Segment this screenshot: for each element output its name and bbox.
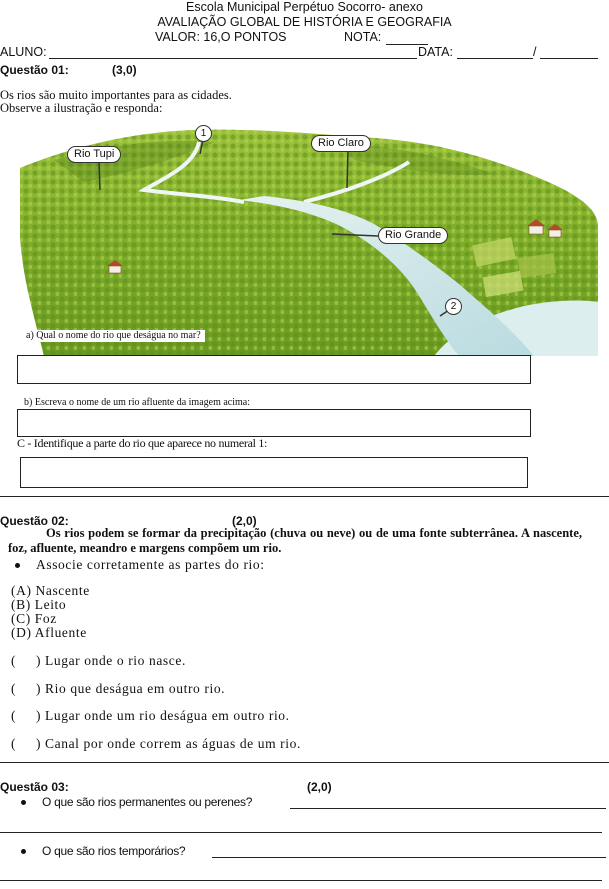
bullet-icon — [21, 849, 26, 854]
question-3-answer-line-1[interactable] — [290, 808, 606, 809]
question-1-title: Questão 01: — [0, 63, 69, 77]
association-item-3[interactable]: ( ) Lugar onde um rio deságua em outro rio. — [11, 708, 290, 723]
question-2-points: (2,0) — [232, 514, 257, 528]
option-d: (D) Afluente — [11, 625, 87, 640]
association-item-2[interactable]: ( ) Rio que deságua em outro rio. — [11, 681, 226, 696]
option-a: (A) Nascente — [11, 583, 90, 598]
river-illustration — [14, 116, 598, 356]
separator-1 — [0, 496, 609, 497]
student-name-line[interactable] — [49, 58, 417, 59]
school-name: Escola Municipal Perpétuo Socorro- anexo — [186, 0, 423, 14]
label-rio-claro: Rio Claro — [311, 135, 371, 152]
question-3-points: (2,0) — [307, 780, 332, 794]
question-2-title: Questão 02: — [0, 514, 69, 528]
student-label: ALUNO: — [0, 45, 47, 59]
bullet-icon — [21, 800, 26, 805]
question-3-answer-line-4[interactable] — [0, 880, 602, 881]
question-1a-text: a) Qual o nome do rio que deságua no mar? — [26, 330, 205, 342]
question-3-title: Questão 03: — [0, 780, 69, 794]
option-c: (C) Foz — [11, 611, 57, 626]
question-3-item-1: O que são rios permanentes ou perenes? — [42, 795, 253, 809]
exam-value: VALOR: 16,O PONTOS — [155, 30, 287, 44]
question-3-answer-line-2[interactable] — [0, 832, 602, 833]
question-3-answer-line-3[interactable] — [212, 857, 606, 858]
date-separator: / — [533, 45, 537, 59]
option-b: (B) Leito — [11, 597, 67, 612]
date-label: DATA: — [418, 45, 453, 59]
label-rio-grande: Rio Grande — [378, 227, 448, 244]
bullet-icon — [15, 563, 20, 568]
question-1c-text: C - Identifique a parte do rio que aparece no numeral 1: — [17, 436, 268, 450]
question-1-intro-2: Observe a ilustração e responda: — [0, 101, 163, 115]
question-1b-text: b) Escreva o nome de um rio afluente da imagem acima: — [24, 397, 251, 408]
label-numeral-1: 1 — [195, 125, 212, 142]
label-numeral-2: 2 — [445, 298, 462, 315]
question-1a-answer-box[interactable] — [17, 355, 531, 384]
label-rio-tupi: Rio Tupi — [67, 146, 121, 163]
question-1-intro-1: Os rios são muito importantes para as cidades. — [0, 88, 232, 102]
association-item-4[interactable]: ( ) Canal por onde correm as águas de um rio. — [11, 736, 301, 751]
date-month-line[interactable] — [540, 58, 598, 59]
question-1b-answer-box[interactable] — [17, 409, 531, 437]
association-item-1[interactable]: ( ) Lugar onde o rio nasce. — [11, 653, 186, 668]
separator-2 — [0, 762, 609, 763]
question-1c-answer-box[interactable] — [20, 457, 528, 488]
question-2-text: Os rios podem se formar da precipitação (chuva ou neve) ou de uma fonte subterrânea. A nascente, foz, afluente, meandro e margens compõem um rio. — [8, 526, 582, 555]
grade-label: NOTA: — [344, 30, 382, 44]
question-1-points: (3,0) — [112, 63, 137, 77]
question-3-item-2: O que são rios temporários? — [42, 844, 186, 858]
question-2-instruction: Associe corretamente as partes do rio: — [36, 557, 265, 572]
exam-title: AVALIAÇÃO GLOBAL DE HISTÓRIA E GEOGRAFIA — [157, 15, 452, 29]
date-day-line[interactable] — [457, 58, 533, 59]
